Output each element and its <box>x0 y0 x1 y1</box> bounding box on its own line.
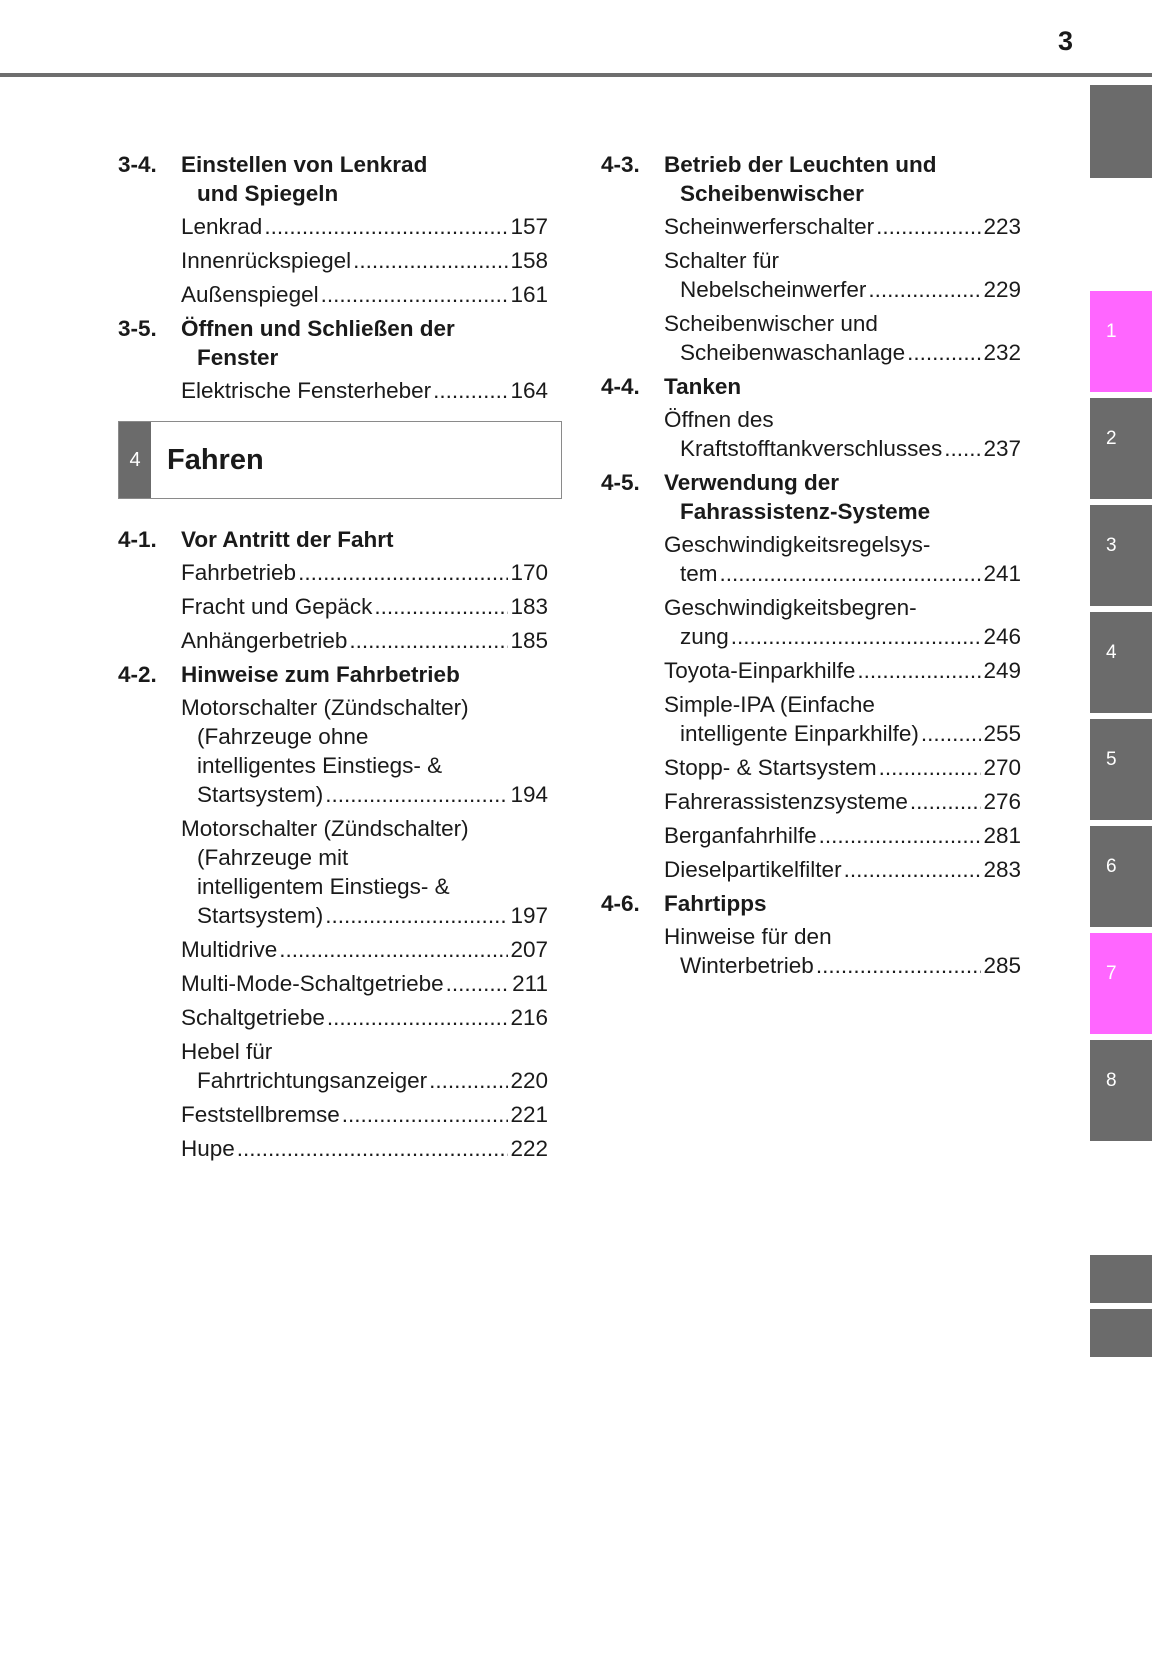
toc-entry-einparkhilfe[interactable] <box>664 656 1021 685</box>
entry-title-cont: Kraftstofftankverschlusses <box>680 436 943 461</box>
toc-entry-hupe[interactable] <box>181 1134 548 1163</box>
section-number: 4-4. <box>601 374 640 399</box>
leader-dots <box>816 951 982 980</box>
section-heading-4-4[interactable] <box>601 372 1021 401</box>
leader-dots <box>819 821 982 850</box>
section-heading-4-3[interactable] <box>601 150 1021 208</box>
entry-title-cont: intelligentem Einstiegs- & <box>197 874 450 899</box>
leader-dots <box>921 719 982 748</box>
toc-entry-lenkrad[interactable] <box>181 212 548 241</box>
entry-title: Schaltgetriebe <box>181 1005 325 1030</box>
leader-dots <box>374 592 508 621</box>
toc-entry-fracht[interactable] <box>181 592 548 621</box>
section-number: 4-6. <box>601 891 640 916</box>
page-ref: 270 <box>983 755 1021 780</box>
entry-title-cont: tem <box>680 561 718 586</box>
section-title-cont: Scheibenwischer <box>680 181 864 206</box>
section-number: 4-5. <box>601 470 640 495</box>
tab-chapter-8[interactable] <box>1090 1040 1152 1141</box>
page-ref: 237 <box>983 436 1021 461</box>
entry-title-cont: Winterbetrieb <box>680 953 814 978</box>
page-number: 3 <box>1058 26 1074 56</box>
tab-blank-index-2[interactable] <box>1090 1309 1152 1357</box>
toc-entry-geschwindigkeitsregelsystem[interactable] <box>664 530 1021 588</box>
entry-title: Feststellbremse <box>181 1102 340 1127</box>
page-ref: 164 <box>510 378 548 403</box>
entry-title: Hinweise für den <box>664 924 832 949</box>
toc-entry-tankverschluss[interactable] <box>664 405 1021 463</box>
page-ref: 197 <box>510 903 548 928</box>
entry-title-cont: zung <box>680 624 729 649</box>
section-heading-4-6[interactable] <box>601 889 1021 918</box>
page-ref: 194 <box>510 782 548 807</box>
tab-blank-top[interactable] <box>1090 85 1152 178</box>
toc-entry-multidrive[interactable] <box>181 935 548 964</box>
toc-right-column <box>601 145 1021 985</box>
entry-title-cont: Fahrtrichtungsanzeiger <box>197 1068 428 1093</box>
entry-title-cont: Scheibenwaschanlage <box>680 340 906 365</box>
section-number: 4-3. <box>601 152 640 177</box>
page-ref: 229 <box>983 277 1021 302</box>
tab-label: 5 <box>1106 749 1117 770</box>
leader-dots <box>349 626 508 655</box>
toc-entry-motorschalter-mit[interactable] <box>181 814 548 930</box>
page-ref: 285 <box>983 953 1021 978</box>
toc-entry-scheinwerferschalter[interactable] <box>664 212 1021 241</box>
page-ref: 183 <box>510 594 548 619</box>
page-ref: 207 <box>510 937 548 962</box>
section-title: Öffnen und Schließen der <box>181 316 455 341</box>
section-heading-4-2[interactable] <box>118 660 548 689</box>
toc-entry-winterbetrieb[interactable] <box>664 922 1021 980</box>
toc-entry-simple-ipa[interactable] <box>664 690 1021 748</box>
section-number: 3-5. <box>118 316 157 341</box>
toc-entry-multimode[interactable] <box>181 969 548 998</box>
section-title-cont: Fahrassistenz-Systeme <box>680 499 931 524</box>
chapter-number: 4 <box>119 422 151 498</box>
leader-dots <box>910 787 982 816</box>
entry-title: Öffnen des <box>664 407 774 432</box>
entry-title: Anhängerbetrieb <box>181 628 348 653</box>
entry-title: Geschwindigkeitsregelsys- <box>664 532 931 557</box>
leader-dots <box>325 780 508 809</box>
entry-title: Simple-IPA (Einfache <box>664 692 875 717</box>
entry-title: Scheinwerferschalter <box>664 214 875 239</box>
toc-entry-feststellbremse[interactable] <box>181 1100 548 1129</box>
entry-title-cont: Startsystem) <box>197 903 324 928</box>
entry-title: Stopp- & Startsystem <box>664 755 877 780</box>
entry-title-cont: (Fahrzeuge ohne <box>197 724 369 749</box>
chapter-title: Fahren <box>167 443 264 476</box>
page-ref: 241 <box>983 561 1021 586</box>
leader-dots <box>237 1134 509 1163</box>
toc-entry-stopp-start[interactable] <box>664 753 1021 782</box>
section-heading-3-4[interactable] <box>118 150 548 208</box>
toc-entry-anhaenger[interactable] <box>181 626 548 655</box>
section-number: 4-2. <box>118 662 157 687</box>
toc-left-column <box>118 145 548 1168</box>
leader-dots <box>446 969 511 998</box>
page-ref: 158 <box>510 248 548 273</box>
page-ref: 281 <box>983 823 1021 848</box>
tab-blank-index-1[interactable] <box>1090 1255 1152 1303</box>
section-heading-3-5[interactable] <box>118 314 548 372</box>
entry-title: Innenrückspiegel <box>181 248 352 273</box>
entry-title: Scheibenwischer und <box>664 311 878 336</box>
leader-dots <box>876 212 981 241</box>
page-ref: 246 <box>983 624 1021 649</box>
toc-entry-geschwindigkeitsbegrenzung[interactable] <box>664 593 1021 651</box>
leader-dots <box>429 1066 508 1095</box>
section-title: Einstellen von Lenkrad <box>181 152 428 177</box>
tab-chapter-2[interactable] <box>1090 398 1152 499</box>
toc-entry-innenrueckspiegel[interactable] <box>181 246 548 275</box>
leader-dots <box>907 338 981 367</box>
entry-title: Toyota-Einparkhilfe <box>664 658 856 683</box>
tab-chapter-3[interactable] <box>1090 505 1152 606</box>
entry-title-cont: intelligente Einparkhilfe) <box>680 721 919 746</box>
page-ref: 276 <box>983 789 1021 814</box>
page-ref: 283 <box>983 857 1021 882</box>
leader-dots <box>844 855 982 884</box>
page-ref: 255 <box>983 721 1021 746</box>
entry-title: Fracht und Gepäck <box>181 594 373 619</box>
tab-chapter-7[interactable] <box>1090 933 1152 1034</box>
page-ref: 185 <box>510 628 548 653</box>
leader-dots <box>433 376 508 405</box>
section-title: Betrieb der Leuchten und <box>664 152 937 177</box>
toc-entry-scheibenwischer[interactable] <box>664 309 1021 367</box>
page-ref: 221 <box>510 1102 548 1127</box>
section-title: Tanken <box>664 374 742 399</box>
tab-chapter-4[interactable] <box>1090 612 1152 713</box>
entry-title: Motorschalter (Zündschalter) <box>181 695 469 720</box>
entry-title: Fahrbetrieb <box>181 560 297 585</box>
page-ref: 216 <box>510 1005 548 1030</box>
toc-entry-hebel[interactable] <box>181 1037 548 1095</box>
tab-label: 1 <box>1106 321 1117 342</box>
section-number: 3-4. <box>118 152 157 177</box>
header-rule <box>0 73 1152 77</box>
leader-dots <box>342 1100 509 1129</box>
page-ref: 223 <box>983 214 1021 239</box>
chapter-banner[interactable] <box>118 421 562 499</box>
entry-title: Berganfahrhilfe <box>664 823 817 848</box>
page-ref: 170 <box>510 560 548 585</box>
section-title: Hinweise zum Fahrbetrieb <box>181 662 460 687</box>
tab-chapter-6[interactable] <box>1090 826 1152 927</box>
tab-label: 4 <box>1106 642 1117 663</box>
section-title: Verwendung der <box>664 470 840 495</box>
entry-title-cont: Nebelscheinwerfer <box>680 277 867 302</box>
toc-entry-fahrerassistenzsysteme[interactable] <box>664 787 1021 816</box>
page-ref: 222 <box>510 1136 548 1161</box>
leader-dots <box>857 656 981 685</box>
toc-entry-fensterheber[interactable] <box>181 376 548 405</box>
page-ref: 249 <box>983 658 1021 683</box>
entry-title: Hebel für <box>181 1039 273 1064</box>
page-ref: 220 <box>510 1068 548 1093</box>
leader-dots <box>868 275 981 304</box>
section-number: 4-1. <box>118 527 157 552</box>
tab-chapter-1[interactable] <box>1090 291 1152 392</box>
section-title-cont: Fenster <box>197 345 279 370</box>
leader-dots <box>720 559 982 588</box>
section-title: Vor Antritt der Fahrt <box>181 527 394 552</box>
page-ref: 232 <box>983 340 1021 365</box>
entry-title: Dieselpartikelfilter <box>664 857 842 882</box>
entry-title: Elektrische Fensterheber <box>181 378 432 403</box>
tab-label: 6 <box>1106 856 1117 877</box>
leader-dots <box>944 434 981 463</box>
section-title-cont: und Spiegeln <box>197 181 339 206</box>
toc-entry-schaltgetriebe[interactable] <box>181 1003 548 1032</box>
toc-entry-motorschalter-ohne[interactable] <box>181 693 548 809</box>
page-ref: 157 <box>510 214 548 239</box>
entry-title-cont: (Fahrzeuge mit <box>197 845 349 870</box>
page-ref: 211 <box>512 971 548 996</box>
leader-dots <box>298 558 508 587</box>
leader-dots <box>731 622 982 651</box>
entry-title-cont: intelligentes Einstiegs- & <box>197 753 443 778</box>
entry-title: Motorschalter (Zündschalter) <box>181 816 469 841</box>
tab-label: 8 <box>1106 1070 1117 1091</box>
entry-title: Außenspiegel <box>181 282 319 307</box>
section-heading-4-1[interactable] <box>118 525 548 554</box>
leader-dots <box>879 753 982 782</box>
leader-dots <box>321 280 509 309</box>
leader-dots <box>279 935 508 964</box>
entry-title: Fahrerassistenzsysteme <box>664 789 908 814</box>
leader-dots <box>264 212 508 241</box>
toc-entry-berganfahrhilfe[interactable] <box>664 821 1021 850</box>
section-heading-4-5[interactable] <box>601 468 1021 526</box>
entry-title: Geschwindigkeitsbegren- <box>664 595 917 620</box>
entry-title: Multi-Mode-Schaltgetriebe <box>181 971 444 996</box>
tab-label: 2 <box>1106 428 1117 449</box>
entry-title-cont: Startsystem) <box>197 782 324 807</box>
entry-title: Schalter für <box>664 248 780 273</box>
entry-title: Hupe <box>181 1136 235 1161</box>
toc-entry-nebelscheinwerfer[interactable] <box>664 246 1021 304</box>
entry-title: Multidrive <box>181 937 278 962</box>
entry-title: Lenkrad <box>181 214 263 239</box>
tab-label: 7 <box>1106 963 1117 984</box>
tab-chapter-5[interactable] <box>1090 719 1152 820</box>
leader-dots <box>327 1003 509 1032</box>
leader-dots <box>353 246 508 275</box>
leader-dots <box>325 901 508 930</box>
toc-entry-dieselpartikelfilter[interactable] <box>664 855 1021 884</box>
toc-entry-fahrbetrieb[interactable] <box>181 558 548 587</box>
tab-label: 3 <box>1106 535 1117 556</box>
section-title: Fahrtipps <box>664 891 767 916</box>
toc-entry-aussenspiegel[interactable] <box>181 280 548 309</box>
page-ref: 161 <box>510 282 548 307</box>
